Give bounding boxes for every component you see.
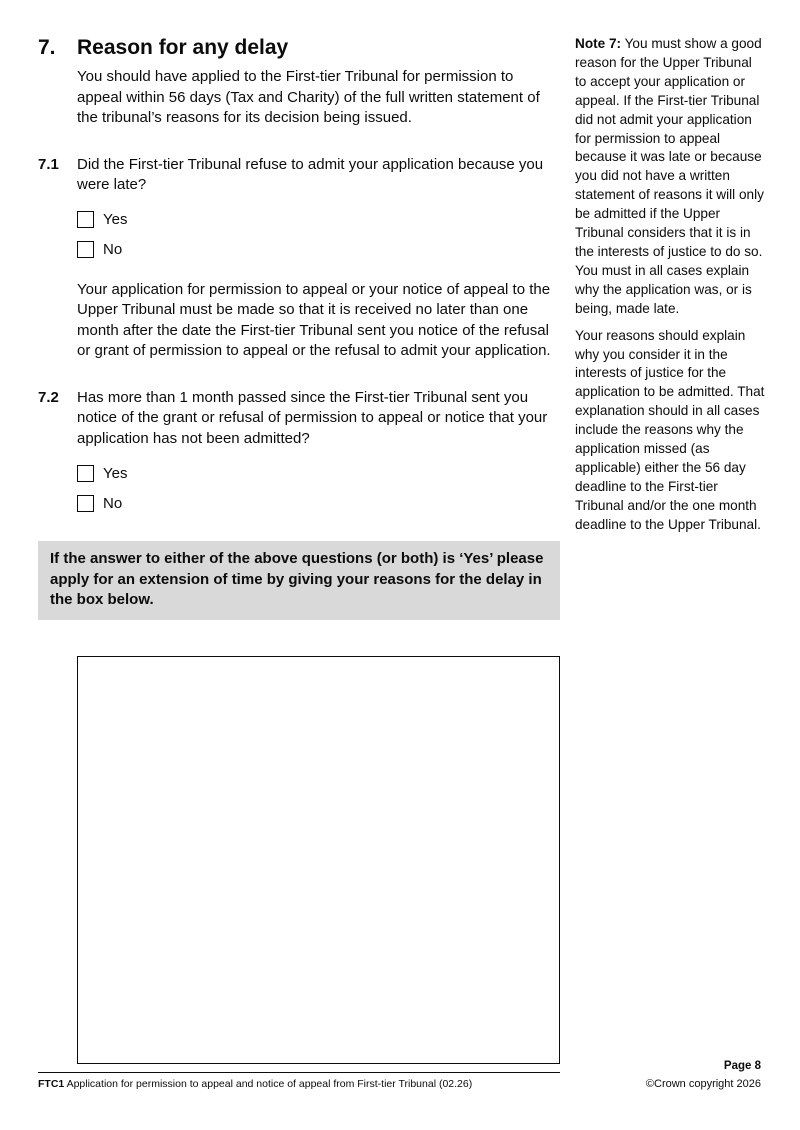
deadline-paragraph: Your application for permission to appeal or your notice of appeal to the Upper Tribunal must be made so that it is received no later than one month after the date the First-tier Tribunal sent you notice of the refusal or grant of permission to appeal or the refusal to admit your application.	[77, 280, 551, 359]
question-text: Has more than 1 month passed since the First-tier Tribunal sent you notice of the grant or refusal of permission to appeal or notice that your application has not been admitted?	[77, 388, 548, 447]
section-title: Reason for any delay	[77, 36, 289, 59]
q72-yes-checkbox[interactable]	[77, 465, 94, 482]
question-number: 7.1	[38, 155, 59, 173]
extension-callout: If the answer to either of the above questions (or both) is ‘Yes’ please apply for an extension of time by giving your reasons for the delay in the box below.	[38, 541, 560, 620]
section-intro: You should have applied to the First-tier Tribunal for permission to appeal within 56 days (Tax and Charity) of the full written statement of the tribunal’s reasons for its decision being issued.	[77, 68, 540, 126]
section-heading	[38, 36, 560, 60]
sidenote-text-1: You must show a good reason for the Upper Tribunal to accept your application or appeal. If the First-tier Tribunal did not admit your application for permission to appeal because it was late or because you did not have a written statement of reasons it will only be admitted if the Upper Tribunal considers that it is in the interests of justice to do so. You must in all cases explain why the application was, or is being, made late.	[575, 36, 764, 316]
footer-form-info	[38, 1078, 472, 1090]
section-number: 7.	[38, 36, 56, 59]
question-7-1	[38, 155, 560, 196]
delay-reasons-textbox[interactable]	[77, 656, 560, 1064]
sidenote	[575, 35, 765, 543]
question-7-1-options	[77, 210, 560, 260]
page-number: Page 8	[723, 1060, 761, 1072]
q72-no-checkbox[interactable]	[77, 495, 94, 512]
footer-divider	[38, 1072, 560, 1073]
sidenote-paragraph-1	[575, 35, 765, 319]
question-7-2-options	[77, 463, 560, 513]
sidenote-label: Note 7:	[575, 36, 622, 51]
main-column	[38, 36, 560, 620]
form-title: Application for permission to appeal and notice of appeal from First-tier Tribunal (02.26)	[64, 1078, 473, 1090]
q71-no-label: No	[103, 241, 123, 258]
sidenote-paragraph-2: Your reasons should explain why you consider it in the interests of justice for the application to be admitted. That explanation should in all cases include the reasons why the application missed (as applicable) either the 56 day deadline to the First-tier Tribunal and/or the one month deadline to the Upper Tribunal.	[575, 327, 765, 532]
form-code: FTC1	[38, 1078, 65, 1090]
q72-no-option[interactable]	[77, 493, 560, 513]
copyright: ©Crown copyright 2026	[645, 1078, 761, 1090]
q72-yes-label: Yes	[103, 464, 128, 482]
question-number: 7.2	[38, 388, 59, 406]
q72-yes-option[interactable]	[77, 463, 560, 483]
q71-no-option[interactable]	[77, 240, 560, 260]
q71-no-checkbox[interactable]	[77, 241, 94, 258]
q71-yes-label: Yes	[103, 211, 128, 228]
q72-no-label: No	[103, 494, 123, 512]
q71-yes-option[interactable]	[77, 210, 560, 230]
question-text: Did the First-tier Tribunal refuse to admit your application because you were late?	[77, 155, 544, 193]
q71-yes-checkbox[interactable]	[77, 211, 94, 228]
question-7-2	[38, 388, 560, 450]
